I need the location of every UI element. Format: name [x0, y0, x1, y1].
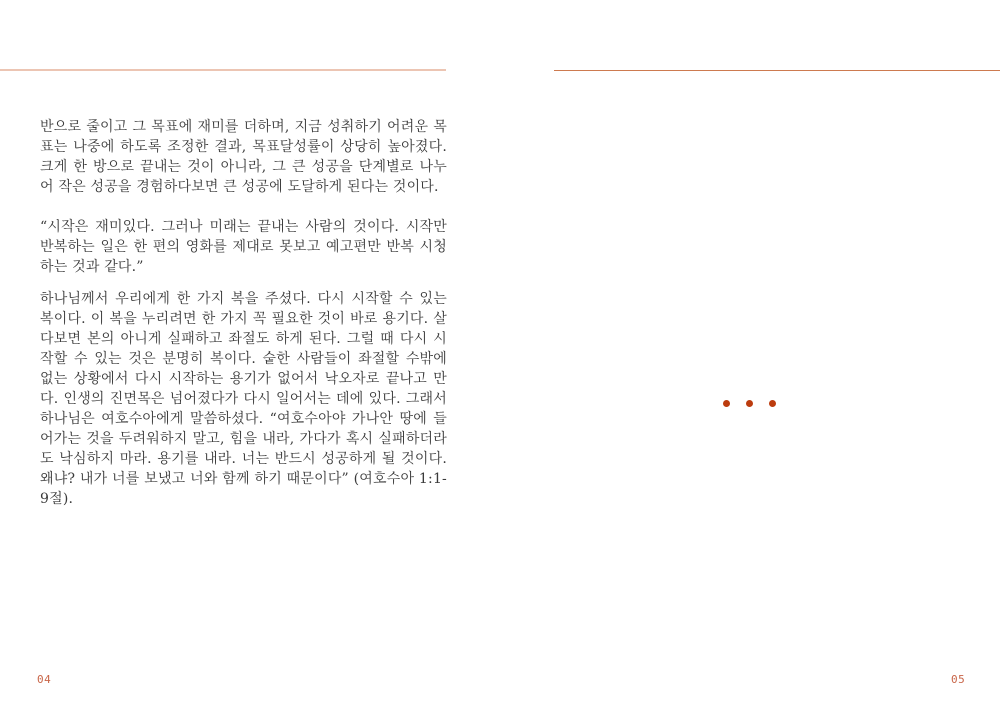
- ornament-dot-icon: [769, 400, 776, 407]
- page-number-left: 04: [37, 673, 52, 686]
- body-text-block: [40, 117, 447, 509]
- ornament-dot-icon: [746, 400, 753, 407]
- paragraph-blessing: 하나님께서 우리에게 한 가지 복을 주셨다. 다시 시작할 수 있는 복이다. 이 복을 누리려면 한 가지 꼭 필요한 것이 바로 용기다. 살다보면 본의 아니게 실패하고 좌절도 하게 된다. 그럴 때 다시 시작할 수 있는 것은 분명히 복이다. 숱한 사람들이 좌절할 수밖에 없는 상황에서 다시 시작하는 용기가 없어서 낙오자로 끝나고 만다. 인생의 진면목은 넘어졌다가 다시 일어서는 데에 있다. 그래서 하나님은 여호수아에게 말씀하셨다. “여호수아야 가나안 땅에 들어가는 것을 두려워하지 말고, 힘을 내라, 가다가 혹시 실패하더라도 낙심하지 마라. 용기를 내라. 너는 반드시 성공하게 될 것이다. 왜냐? 내가 너를 보냈고 너와 함께 하기 때문이다” (여호수아 1:1-9절).: [40, 291, 447, 507]
- page-right: [500, 0, 1000, 709]
- ornament-dot-icon: [723, 400, 730, 407]
- page-number-right: 05: [951, 673, 966, 686]
- ellipsis-ornament: [723, 400, 776, 407]
- paragraph-goals: 반으로 줄이고 그 목표에 재미를 더하며, 지금 성취하기 어려운 목표는 나중에 하도록 조정한 결과, 목표달성률이 상당히 높아졌다. 크게 한 방으로 끝내는 것이 아니라, 그 큰 성공을 단계별로 나누어 작은 성공을 경험하다보면 큰 성공에 도달하게 된다는 것이다.: [40, 119, 447, 195]
- paragraph-quote: “시작은 재미있다. 그러나 미래는 끝내는 사람의 것이다. 시작만 반복하는 일은 한 편의 영화를 제대로 못보고 예고편만 반복 시청하는 것과 같다.”: [40, 219, 447, 275]
- header-rule-left: [0, 69, 446, 71]
- header-rule-right: [554, 70, 1000, 72]
